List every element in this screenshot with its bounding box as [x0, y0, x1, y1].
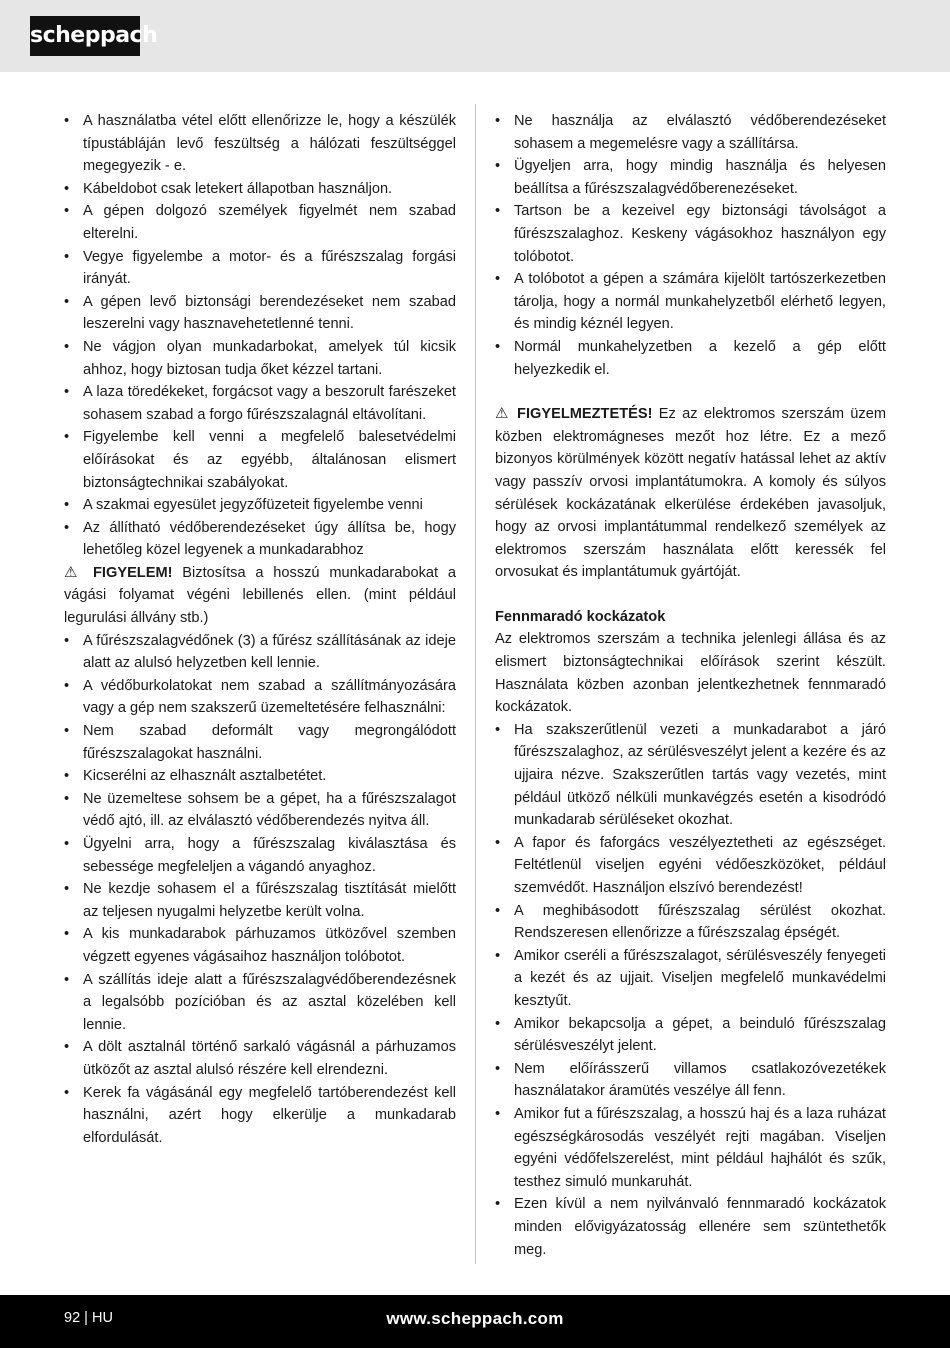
column-divider — [475, 104, 476, 1264]
list-item: • Nem előírásszerű villamos csatlakozóvezetékek használatakor áramütés veszélye áll fenn. — [495, 1058, 886, 1103]
list-item: • A védőburkolatokat nem szabad a szállítmányozására vagy a gép nem szakszerű üzemeltetésére felhasználni: — [64, 675, 456, 720]
list-item: • Amikor fut a fűrészszalag, a hosszú haj és a laza ruházat egészségkárosodás veszélyét rejti magában. Viseljen egyéni védőfelszerelést, mint például hajhálót és szűk, testhez simuló munkaruhát. — [495, 1103, 886, 1193]
caution-label: FIGYELEM! — [93, 564, 173, 581]
list-item: • Kicserélni az elhasznált asztalbetétet. — [64, 765, 456, 788]
page-header — [0, 0, 950, 72]
list-item: • Ügyelni arra, hogy a fűrészszalag kiválasztása és sebessége megfeleljen a vágandó anyaghoz. — [64, 833, 456, 878]
language-code: HU — [91, 1310, 113, 1326]
list-item: • A fapor és faforgács veszélyeztetheti az egészséget. Feltétlenül viseljen egyéni védőeszközöket, például szemvédőt. Használjon elszívó berendezést! — [495, 832, 886, 900]
safety-list-2 — [64, 630, 456, 1150]
warning-triangle-icon: ⚠ — [64, 563, 84, 581]
caution-text: Biztosítsa a hosszú munkadarabokat a vágási folyamat végéni lebillenés ellen. (mint például legurulási állvány stb.) — [64, 564, 456, 627]
list-item: • Ügyeljen arra, hogy mindig használja és helyesen beállítsa a fűrészszalagvédőberenezéseket. — [495, 155, 886, 200]
list-item: • A szállítás ideje alatt a fűrészszalagvédőberendezésnek a legalsóbb pozícióban és az asztal közelében kell lennie. — [64, 969, 456, 1037]
list-item: • Az állítható védőberendezéseket úgy állítsa be, hogy lehetőleg közel legyenek a munkadarabhoz — [64, 517, 456, 562]
scheppach-logo: scheppach — [30, 16, 140, 56]
page-number: 92 | HU — [64, 1310, 113, 1326]
list-item: • A gépen dolgozó személyek figyelmét nem szabad elterelni. — [64, 200, 456, 245]
list-item: • Kerek fa vágásánál egy megfelelő tartóberendezést kell használni, azért hogy elkerülje a munkadarab elfordulását. — [64, 1082, 456, 1150]
residual-risks-intro: Az elektromos szerszám a technika jelenlegi állása és az elismert biztonságtechnikai előírások szerint készült. Használata közben azonban jelentkezhetnek fennmaradó kockázatok. — [495, 631, 886, 716]
website-url[interactable]: www.scheppach.com — [386, 1309, 564, 1328]
safety-list-3 — [495, 110, 886, 381]
list-item: • Ne használja az elválasztó védőberendezéseket sohasem a megemelésre vagy a szállítársa. — [495, 110, 886, 155]
list-item: • Nem szabad deformált vagy megrongálódott fűrészszalagokat használni. — [64, 720, 456, 765]
list-item: • Tartson be a kezeivel egy biztonsági távolságot a fűrészszalaghoz. Keskeny vágásokhoz használyon egy tolóbotot. — [495, 200, 886, 268]
list-item: • A kis munkadarabok párhuzamos ütközővel szemben végzett egyenes vágásaihoz használjon tolóbotot. — [64, 923, 456, 968]
list-item: • Amikor bekapcsolja a gépet, a beinduló fűrészszalag sérülésveszélyt jelent. — [495, 1013, 886, 1058]
warning-text: Ez az elektromos szerszám üzem közben elektromágneses mezőt hoz létre. Ez a mező bizonyos körülmények között negatív hatással lehet az aktív vagy passzív orvosi implantátumokra. A komoly és súlyos sérülések kockázatának elkerülése érdekében javasoljuk, hogy az orvosi implantátummal rendelkező személyek az elektromos szerszám használata előtt keressék fel orvosukat és implantátumuk gyártóját. — [495, 406, 886, 581]
list-item: • A dölt asztalnál történő sarkaló vágásnál a párhuzamos ütközőt az asztal alulsó részére kell elrendezni. — [64, 1036, 456, 1081]
list-item: • A szakmai egyesület jegyzőfüzeteit figyelembe venni — [64, 494, 456, 517]
residual-risks-heading: Fennmaradó kockázatok — [495, 608, 666, 625]
right-column — [495, 110, 886, 1261]
caution-paragraph — [64, 562, 456, 630]
list-item: • Amikor cseréli a fűrészszalagot, sérülésveszély fenyegeti a kezét és az ujjait. Viseljen megfelelő munkavédelmi kesztyűt. — [495, 945, 886, 1013]
list-item: • Ne vágjon olyan munkadarbokat, amelyek túl kicsik ahhoz, hogy biztosan tudja őket kézzel tartani. — [64, 336, 456, 381]
list-item: • A fűrészszalagvédőnek (3) a fűrész szállításának az ideje alatt az alulsó helyzetben kell lennie. — [64, 630, 456, 675]
list-item: • A tolóbotot a gépen a számára kijelölt tartószerkezetben tárolja, hogy a normál munkahelyzetből elérhető legyen, és mindig kéznél legyen. — [495, 268, 886, 336]
list-item: • A meghibásodott fűrészszalag sérülést okozhat. Rendszeresen ellenőrizze a fűrészszalag épségét. — [495, 900, 886, 945]
page-footer — [0, 1295, 950, 1348]
list-item: • Ne kezdje sohasem el a fűrészszalag tisztítását mielőtt az teljesen nyugalmi helyzetbe került volna. — [64, 878, 456, 923]
warning-label: FIGYELMEZTETÉS! — [517, 406, 653, 423]
spacer — [495, 584, 886, 606]
list-item: • Ha szakszerűtlenül vezeti a munkadarabot a járó fűrészszalaghoz, az sérülésveszélyt jelent a kezére és az ujjaira nézve. Szakszerűtlen tartás vagy vezetés, mint például ütköző nélküli munkavégzés esetén a kisodródó munkadarab sérüléseket okozhat. — [495, 719, 886, 832]
list-item: • Ezen kívül a nem nyilvánvaló fennmaradó kockázatok minden elővigyázatosság ellenére sem szüntethetők meg. — [495, 1193, 886, 1261]
list-item: • A használatba vétel előtt ellenőrizze le, hogy a készülék típustábláján levő feszültség a hálózati feszültséggel megegyezik - e. — [64, 110, 456, 178]
left-column — [64, 110, 456, 1149]
safety-list-1 — [64, 110, 456, 562]
list-item: • A gépen levő biztonsági berendezéseket nem szabad leszerelni vagy hasznavehetetlenné tenni. — [64, 291, 456, 336]
spacer — [495, 381, 886, 403]
list-item: • Ne üzemeltese sohsem be a gépet, ha a fűrészszalagot védő ajtó, ill. az elválasztó védőberendezés nyitva áll. — [64, 788, 456, 833]
warning-paragraph — [495, 403, 886, 584]
list-item: • Normál munkahelyzetben a kezelő a gép előtt helyezkedik el. — [495, 336, 886, 381]
residual-risks-list — [495, 719, 886, 1261]
list-item: • Kábeldobot csak letekert állapotban használjon. — [64, 178, 456, 201]
page-number-value: 92 — [64, 1310, 81, 1326]
list-item: • A laza töredékeket, forgácsot vagy a beszorult farészeket sohasem szabad a forgo fűrészszalagnál eltávolítani. — [64, 381, 456, 426]
list-item: • Figyelembe kell venni a megfelelő balesetvédelmi előírásokat és az egyébb, általánosan elismert biztonságtechnikai szabályokat. — [64, 426, 456, 494]
warning-triangle-icon: ⚠ — [495, 405, 511, 423]
list-item: • Vegye figyelembe a motor- és a fűrészszalag forgási irányát. — [64, 246, 456, 291]
